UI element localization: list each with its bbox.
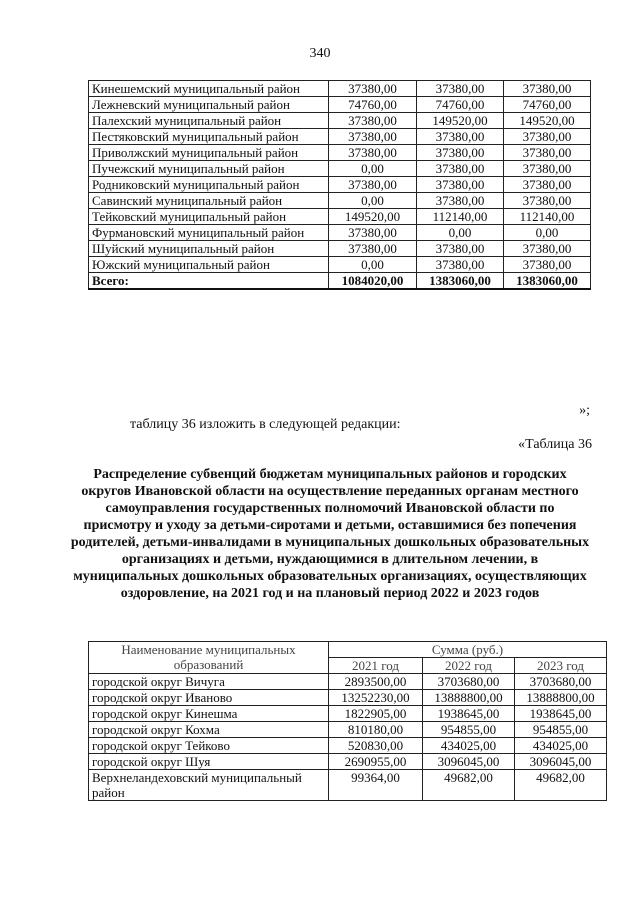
subvention-distribution-table <box>88 641 607 801</box>
subvention-table-continued <box>88 80 591 290</box>
table-header <box>89 642 607 674</box>
value-2023-cell: 3703680,00 <box>515 674 607 690</box>
value-2022-cell: 13888800,00 <box>423 690 515 706</box>
value-2021-cell: 13252230,00 <box>329 690 423 706</box>
header-name-column: Наименование муниципальных образований <box>89 642 329 674</box>
header-year-2022: 2022 год <box>423 658 515 674</box>
value-2021-cell: 1822905,00 <box>329 706 423 722</box>
value-2022-cell: 1938645,00 <box>423 706 515 722</box>
value-2021-cell: 37380,00 <box>329 113 417 129</box>
value-2022-cell: 37380,00 <box>417 145 504 161</box>
total-row <box>89 273 591 290</box>
value-2023-cell: 37380,00 <box>504 193 591 209</box>
value-2021-cell: 99364,00 <box>329 770 423 801</box>
value-2021-cell: 37380,00 <box>329 81 417 97</box>
value-2022-cell: 37380,00 <box>417 193 504 209</box>
value-2022-cell: 112140,00 <box>417 209 504 225</box>
municipality-cell: Фурмановский муниципальный район <box>89 225 329 241</box>
value-2023-cell: 37380,00 <box>504 145 591 161</box>
table-row <box>89 241 591 257</box>
table-row <box>89 706 607 722</box>
value-2022-cell: 3703680,00 <box>423 674 515 690</box>
table-row <box>89 177 591 193</box>
value-2023-cell: 37380,00 <box>504 81 591 97</box>
value-2021-cell: 0,00 <box>329 193 417 209</box>
value-2023-cell: 1938645,00 <box>515 706 607 722</box>
table-heading: Распределение субвенций бюджетам муниципальных районов и городских округов Ивановской области на осуществление переданных органам местного самоуправления государственных полномочий Ивановской области по присмотру и уходу за детьми-сиротами и детьми, оставшимися без попечения родителей, детьми-инвалидами в муниципальных дошкольных образовательных организациях и детьми, нуждающимися в длительном лечении, в муниципальных дошкольных образовательных организациях, осуществляющих оздоровление, на 2021 год и на плановый период 2022 и 2023 годов <box>70 467 590 601</box>
municipality-cell: городской округ Иваново <box>89 690 329 706</box>
value-2021-cell: 2893500,00 <box>329 674 423 690</box>
value-2022-cell: 3096045,00 <box>423 754 515 770</box>
value-2021-cell: 37380,00 <box>329 177 417 193</box>
municipality-cell: городской округ Вичуга <box>89 674 329 690</box>
table-row <box>89 97 591 113</box>
value-2023-cell: 37380,00 <box>504 257 591 273</box>
table-body <box>89 674 607 801</box>
value-2021-cell: 520830,00 <box>329 738 423 754</box>
total-2021-cell: 1084020,00 <box>329 273 417 290</box>
table-caption: «Таблица 36 <box>518 437 592 452</box>
header-year-2023: 2023 год <box>515 658 607 674</box>
value-2023-cell: 37380,00 <box>504 129 591 145</box>
table-row <box>89 770 607 801</box>
value-2022-cell: 434025,00 <box>423 738 515 754</box>
value-2023-cell: 434025,00 <box>515 738 607 754</box>
value-2023-cell: 37380,00 <box>504 241 591 257</box>
closing-quote: »; <box>579 403 590 418</box>
header-year-2021: 2021 год <box>329 658 423 674</box>
value-2022-cell: 37380,00 <box>417 129 504 145</box>
value-2023-cell: 0,00 <box>504 225 591 241</box>
value-2022-cell: 149520,00 <box>417 113 504 129</box>
value-2021-cell: 149520,00 <box>329 209 417 225</box>
table-row <box>89 161 591 177</box>
municipality-cell: Верхнеландеховский муниципальный район <box>89 770 329 801</box>
table-row <box>89 257 591 273</box>
total-2022-cell: 1383060,00 <box>417 273 504 290</box>
municipality-cell: Савинский муниципальный район <box>89 193 329 209</box>
amendment-intro-text: таблицу 36 изложить в следующей редакции: <box>130 417 401 432</box>
municipality-cell: городской округ Тейково <box>89 738 329 754</box>
table-body <box>89 81 591 290</box>
header-row <box>89 642 607 658</box>
value-2023-cell: 3096045,00 <box>515 754 607 770</box>
value-2023-cell: 37380,00 <box>504 177 591 193</box>
table-row <box>89 193 591 209</box>
value-2023-cell: 954855,00 <box>515 722 607 738</box>
value-2021-cell: 74760,00 <box>329 97 417 113</box>
value-2022-cell: 37380,00 <box>417 81 504 97</box>
municipality-cell: Тейковский муниципальный район <box>89 209 329 225</box>
municipality-cell: городской округ Шуя <box>89 754 329 770</box>
municipality-cell: Пучежский муниципальный район <box>89 161 329 177</box>
table-row <box>89 738 607 754</box>
municipality-cell: городской округ Кохма <box>89 722 329 738</box>
value-2022-cell: 37380,00 <box>417 257 504 273</box>
value-2021-cell: 2690955,00 <box>329 754 423 770</box>
table-row <box>89 674 607 690</box>
table-row <box>89 145 591 161</box>
municipality-cell: Родниковский муниципальный район <box>89 177 329 193</box>
table-row <box>89 225 591 241</box>
total-2023-cell: 1383060,00 <box>504 273 591 290</box>
value-2023-cell: 149520,00 <box>504 113 591 129</box>
value-2022-cell: 37380,00 <box>417 241 504 257</box>
value-2021-cell: 810180,00 <box>329 722 423 738</box>
value-2021-cell: 0,00 <box>329 161 417 177</box>
value-2022-cell: 0,00 <box>417 225 504 241</box>
table-row <box>89 81 591 97</box>
municipality-cell: Пестяковский муниципальный район <box>89 129 329 145</box>
table-row <box>89 113 591 129</box>
table-row <box>89 722 607 738</box>
municipality-cell: Кинешемский муниципальный район <box>89 81 329 97</box>
table-row <box>89 690 607 706</box>
value-2023-cell: 13888800,00 <box>515 690 607 706</box>
value-2021-cell: 37380,00 <box>329 241 417 257</box>
municipality-cell: Приволжский муниципальный район <box>89 145 329 161</box>
municipality-cell: городской округ Кинешма <box>89 706 329 722</box>
value-2022-cell: 74760,00 <box>417 97 504 113</box>
table-row <box>89 129 591 145</box>
municipality-cell: Южский муниципальный район <box>89 257 329 273</box>
municipality-cell: Палехский муниципальный район <box>89 113 329 129</box>
value-2021-cell: 37380,00 <box>329 129 417 145</box>
value-2023-cell: 74760,00 <box>504 97 591 113</box>
value-2021-cell: 37380,00 <box>329 145 417 161</box>
value-2023-cell: 37380,00 <box>504 161 591 177</box>
value-2021-cell: 0,00 <box>329 257 417 273</box>
value-2022-cell: 49682,00 <box>423 770 515 801</box>
page-number: 340 <box>309 46 331 61</box>
table-row <box>89 754 607 770</box>
municipality-cell: Шуйский муниципальный район <box>89 241 329 257</box>
value-2023-cell: 49682,00 <box>515 770 607 801</box>
municipality-cell: Лежневский муниципальный район <box>89 97 329 113</box>
value-2021-cell: 37380,00 <box>329 225 417 241</box>
value-2022-cell: 954855,00 <box>423 722 515 738</box>
total-label-cell: Всего: <box>89 273 329 290</box>
table-row <box>89 209 591 225</box>
value-2022-cell: 37380,00 <box>417 177 504 193</box>
value-2023-cell: 112140,00 <box>504 209 591 225</box>
header-sum-column: Сумма (руб.) <box>329 642 607 658</box>
value-2022-cell: 37380,00 <box>417 161 504 177</box>
